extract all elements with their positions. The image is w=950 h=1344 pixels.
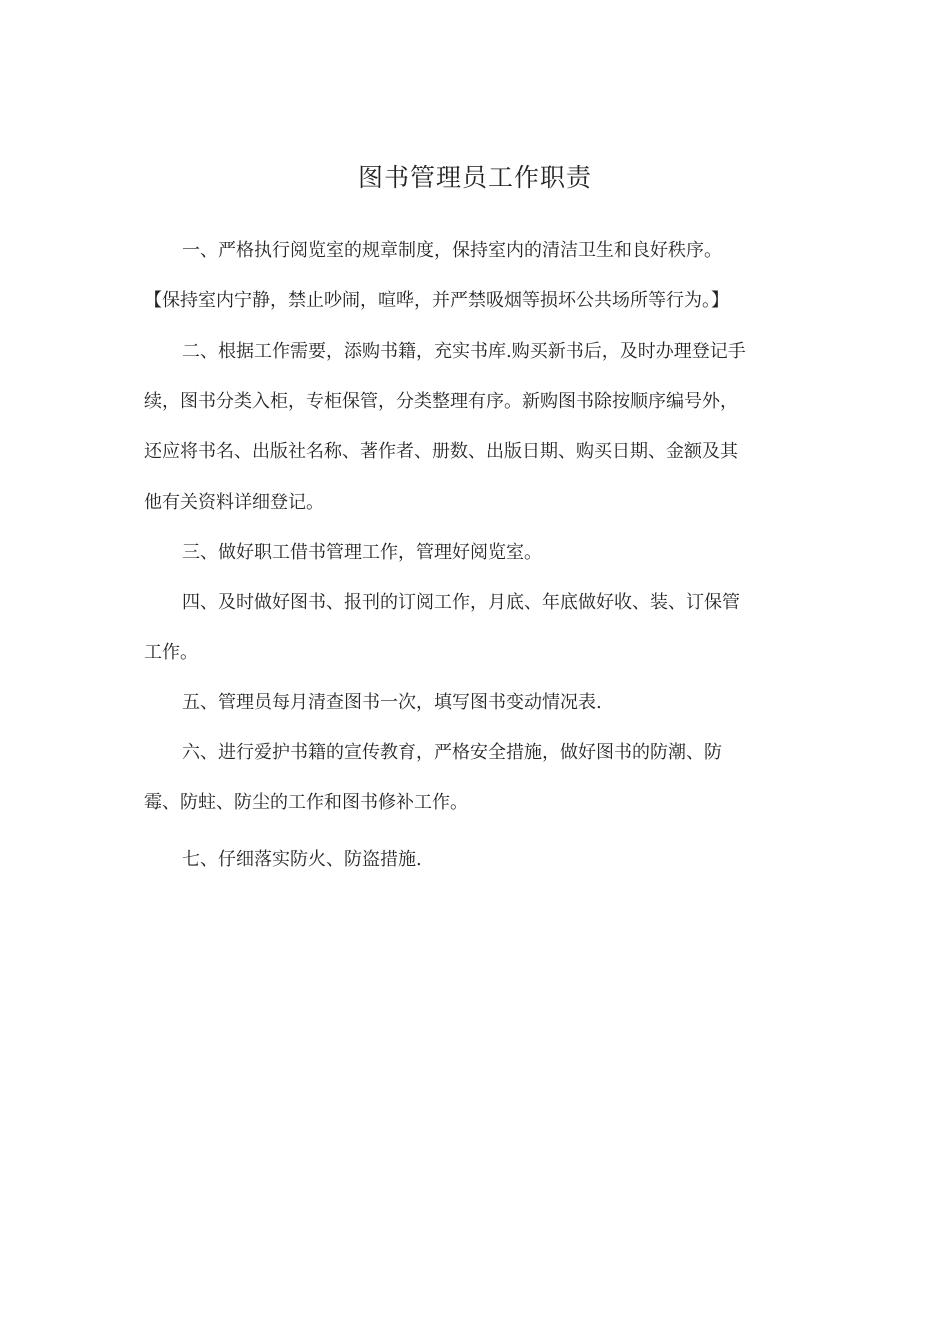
duty-6-line-2: 霉、防蛀、防尘的工作和图书修补工作。 xyxy=(144,792,468,813)
duty-1-line-2: 【保持室内宁静，禁止吵闹，喧哗，并严禁吸烟等损坏公共场所等行为。】 xyxy=(144,290,729,311)
duty-6-line-1: 六、进行爱护书籍的宣传教育，严格安全措施，做好图书的防潮、防 xyxy=(182,742,722,763)
document-title: 图书管理员工作职责 xyxy=(357,163,592,192)
duty-3-line-1: 三、做好职工借书管理工作，管理好阅览室。 xyxy=(182,542,542,563)
duty-1-line-1: 一、严格执行阅览室的规章制度，保持室内的清洁卫生和良好秩序。 xyxy=(182,240,722,261)
duty-7-line-1: 七、仔细落实防火、防盗措施. xyxy=(182,849,422,870)
duty-4-line-2: 工作。 xyxy=(144,642,198,663)
duty-5-line-1: 五、管理员每月清查图书一次，填写图书变动情况表. xyxy=(182,692,602,713)
duty-2-line-3: 还应将书名、出版社名称、著作者、册数、出版日期、购买日期、金额及其 xyxy=(144,441,738,462)
duty-2-line-4: 他有关资料详细登记。 xyxy=(144,492,324,513)
duty-4-line-1: 四、及时做好图书、报刊的订阅工作，月底、年底做好收、装、订保管 xyxy=(182,592,740,613)
duty-2-line-1: 二、根据工作需要，添购书籍，充实书库.购买新书后，及时办理登记手 xyxy=(182,341,746,362)
duty-2-line-2: 续，图书分类入柜，专柜保管，分类整理有序。新购图书除按顺序编号外， xyxy=(144,391,738,412)
